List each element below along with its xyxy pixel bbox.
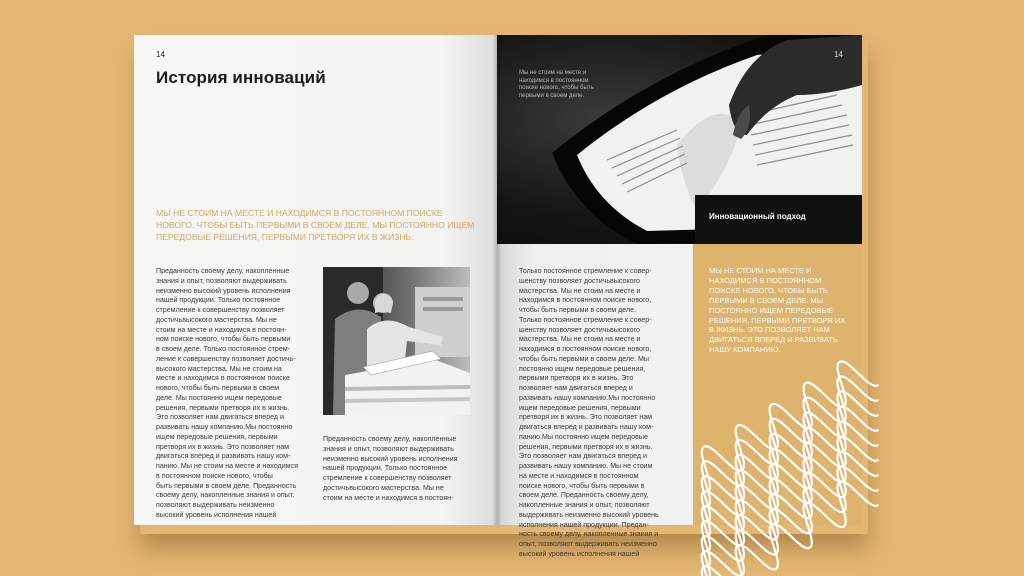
text-line: нашей продукции. Только постоянное (156, 296, 281, 305)
text-line: Преданность своему делу, накопленные (323, 435, 457, 443)
text-line: стоим на месте и находимся в постоян- (323, 493, 454, 502)
text-line: нашей продукции. Только постоянное (323, 464, 448, 473)
left-page-number: 14 (156, 50, 165, 59)
text-line: поиске нового, чтобы быть первыми в (519, 481, 645, 490)
left-column-2-text (323, 435, 483, 503)
people-photo-illustration (323, 267, 470, 415)
text-line: накопленные знания и опыт, позволяют (519, 501, 650, 509)
text-line: нового, чтобы быть первыми в своем (156, 384, 279, 392)
text-line: ищем передовые решения, первыми (156, 432, 278, 441)
text-line: двигаться вперед и развивать нашу ком- (519, 423, 654, 431)
text-line: панию.Мы постоянно ищем передовые (519, 432, 648, 441)
text-line: Только постоянное стремление к совер- (519, 267, 652, 275)
text-line: месте и находимся в постоянном поиске (156, 374, 290, 383)
text-line: на месте и находимся в постоянном (519, 471, 639, 480)
text-line: неизменно высокий уровень исполнения (323, 454, 458, 463)
photo-tablet-reading (497, 35, 862, 244)
text-line: своем деле. Преданность своему делу, (519, 491, 649, 500)
text-line: ном поиске нового, чтобы быть первыми (156, 335, 291, 344)
text-line: выдерживать неизменно высокий уровень (519, 510, 659, 519)
wave-line (687, 456, 878, 576)
text-line: чтобы быть первыми в своем деле. (519, 306, 637, 314)
gold-accent-panel (693, 244, 862, 525)
left-column-1-text (156, 267, 321, 521)
text-line: высокий уровень исполнения нашей (156, 510, 277, 519)
wave-pattern-decoration (693, 244, 862, 525)
text-line: деле. Мы постоянно ищем передовые (156, 393, 282, 402)
text-line: Это позволяет нам двигаться вперед и (519, 452, 647, 461)
text-line: достичьвысокого мастерства. Мы не (323, 483, 444, 492)
text-line: знания и опыт, позволяют выдерживать (323, 444, 454, 453)
text-line: Преданность своему делу, накопленные (156, 267, 290, 275)
text-line: стремление к совершенству позволяет (323, 474, 452, 482)
text-line: развивать нашу компанию. Мы не стоим (519, 462, 653, 470)
section-label: Инновационный подход (709, 212, 806, 221)
spine-shadow (492, 35, 502, 525)
text-line: шенству позволяет достичьвысокого (519, 276, 641, 285)
text-line: своему делу, накопленные знания и опыт, (156, 491, 295, 500)
left-page (134, 35, 497, 525)
text-line: в своем деле. Только постоянное стрем- (156, 345, 291, 353)
text-line: первыми претворя их в жизнь. Это (519, 374, 634, 383)
text-line: неизменно высокий уровень исполнения (156, 286, 291, 295)
text-line: находимся в постоянном поиске нового, (519, 345, 652, 353)
text-line: решения, первыми претворя их в жизнь. (156, 403, 290, 412)
text-line: ление к совершенству позволяет достичь- (156, 354, 296, 363)
text-line: претворя их в жизнь. Это позволяет нам (519, 413, 653, 422)
text-line: стоим на месте и находимся в постоян- (156, 325, 287, 334)
text-line: позволяет нам двигаться вперед и (519, 384, 633, 392)
gold-panel-text: МЫ НЕ СТОИМ НА МЕСТЕ И НАХОДИМСЯ В ПОСТОЯННОМ ПОИСКЕ НОВОГО, ЧТОБЫ БЫТЬ ПЕРВЫМИ В СВОЕМ ДЕЛЕ. МЫ ПОСТОЯННО ИЩЕМ ПЕРЕДОВЫЕ РЕШЕНИЯ, ПЕРВЫМИ ПРЕТВОРЯ ИХ В ЖИЗНЬ. ЭТО ПОЗВОЛЯЕТ НАМ ДВИГАТЬСЯ ВПЕРЕД И РАЗВИВАТЬ НАШУ КОМПАНИЮ. (709, 266, 846, 355)
text-line: высокого мастерства. Мы не стоим на (156, 364, 282, 373)
text-line: претворя их в жизнь. Это позволяет нам (156, 442, 290, 451)
text-line: двигаться вперед и развивать нашу ком- (156, 452, 291, 461)
text-line: достичьвысокого мастерства. Мы не (156, 315, 277, 324)
photo-caption: Мы не стоим на месте и находимся в постоянном поиске нового, чтобы быть первыми в своем деле. (519, 70, 594, 99)
text-line: стремление к совершенству позволяет (156, 306, 285, 314)
section-label-band (695, 195, 862, 244)
text-line: развивать нашу компанию.Мы постоянно (519, 393, 656, 402)
wave-line (687, 471, 878, 576)
page-title: История инноваций (156, 68, 326, 87)
text-line: Только постоянное стремление к совер- (519, 315, 652, 324)
right-page (497, 35, 862, 558)
text-line: высокий уровень исполнения нашей (519, 549, 640, 558)
text-line: позволяют выдерживать неизменно (156, 501, 275, 509)
text-line: шенству позволяет достичьвысокого (519, 325, 641, 334)
text-line: знания и опыт, позволяют выдерживать (156, 276, 287, 285)
text-line: мастерства. Мы не стоим на месте и (519, 286, 641, 295)
right-column-text (519, 267, 687, 560)
text-line: ищем передовые решения, первыми (519, 403, 641, 412)
text-line: исполнения нашей продукции. Предан- (519, 520, 649, 529)
text-line: решения, первыми претворя их в жизнь. (519, 442, 653, 451)
right-page-number: 14 (834, 50, 843, 59)
text-line: в постоянном поиске нового, чтобы (156, 471, 273, 480)
text-line: постоянно ищем передовые решения, (519, 364, 646, 373)
text-line: чтобы быть первыми в своем деле. Мы (519, 354, 650, 363)
text-line: мастерства. Мы не стоим на месте и (519, 335, 641, 344)
text-line: ность своему делу, накопленные знания и (519, 530, 659, 539)
lead-paragraph: МЫ НЕ СТОИМ НА МЕСТЕ И НАХОДИМСЯ В ПОСТОЯННОМ ПОИСКЕ НОВОГО, ЧТОБЫ БЫТЬ ПЕРВЫМИ В СВОЕМ ДЕЛЕ. МЫ ПОСТОЯННО ИЩЕМ ПЕРЕДОВЫЕ РЕШЕНИЯ, ПЕРВЫМИ ПРЕТВОРЯ ИХ В ЖИЗНЬ. (156, 208, 475, 243)
text-line: находимся в постоянном поиске нового, (519, 296, 652, 305)
text-line: опыт, позволяют выдерживать неизменно (519, 540, 657, 548)
text-line: развивать нашу компанию.Мы постоянно (156, 423, 293, 431)
text-line: Это позволяет нам двигаться вперед и (156, 413, 284, 422)
text-line: быть первыми в своем деле. Преданность (156, 481, 297, 490)
photo-two-people-reviewing-prints (323, 267, 470, 415)
text-line: панию. Мы не стоим на месте и находимся (156, 462, 298, 470)
